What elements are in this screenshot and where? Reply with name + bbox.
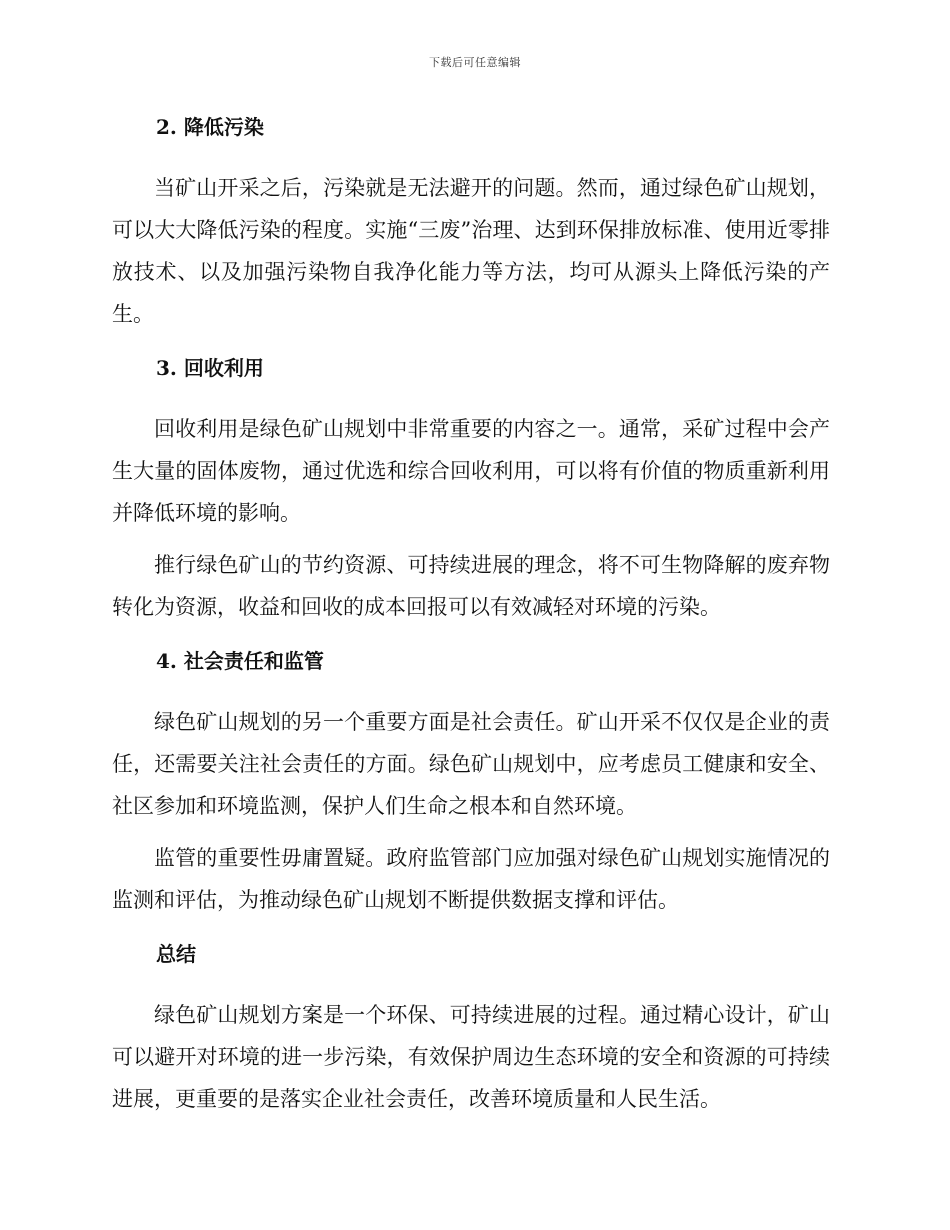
section-heading: 3. 回收利用 (156, 356, 264, 380)
paragraph: 监管的重要性毋庸置疑。政府监管部门应加强对绿色矿山规划实施情况的监测和评估，为推动绿色矿山规划不断提供数据支撑和评估。 (112, 846, 830, 912)
section-heading: 4. 社会责任和监管 (156, 649, 324, 673)
paragraph: 当矿山开采之后，污染就是无法避开的问题。然而，通过绿色矿山规划，可以大大降低污染的程度。实施“三废”治理、达到环保排放标准、使用近零排放技术、以及加强污染物自我净化能力等方法，均可从源头上降低污染的产生。 (112, 176, 830, 326)
paragraph: 回收利用是绿色矿山规划中非常重要的内容之一。通常，采矿过程中会产生大量的固体废物，通过优选和综合回收利用，可以将有价值的物质重新利用并降低环境的影响。 (112, 417, 830, 525)
paragraph: 绿色矿山规划的另一个重要方面是社会责任。矿山开采不仅仅是企业的责任，还需要关注社会责任的方面。绿色矿山规划中，应考虑员工健康和安全、社区参加和环境监测，保护人们生命之根本和自然环境。 (112, 710, 830, 818)
page-header: 下载后可任意编辑 (429, 56, 521, 69)
section-heading: 总结 (156, 942, 196, 966)
section-heading: 2. 降低污染 (156, 115, 264, 139)
paragraph: 推行绿色矿山的节约资源、可持续进展的理念，将不可生物降解的废弃物转化为资源，收益和回收的成本回报可以有效减轻对环境的污染。 (112, 553, 830, 619)
paragraph: 绿色矿山规划方案是一个环保、可持续进展的过程。通过精心设计，矿山可以避开对环境的进一步污染，有效保护周边生态环境的安全和资源的可持续进展，更重要的是落实企业社会责任，改善环境质量和人民生活。 (112, 1003, 830, 1111)
document-body (112, 112, 830, 1120)
